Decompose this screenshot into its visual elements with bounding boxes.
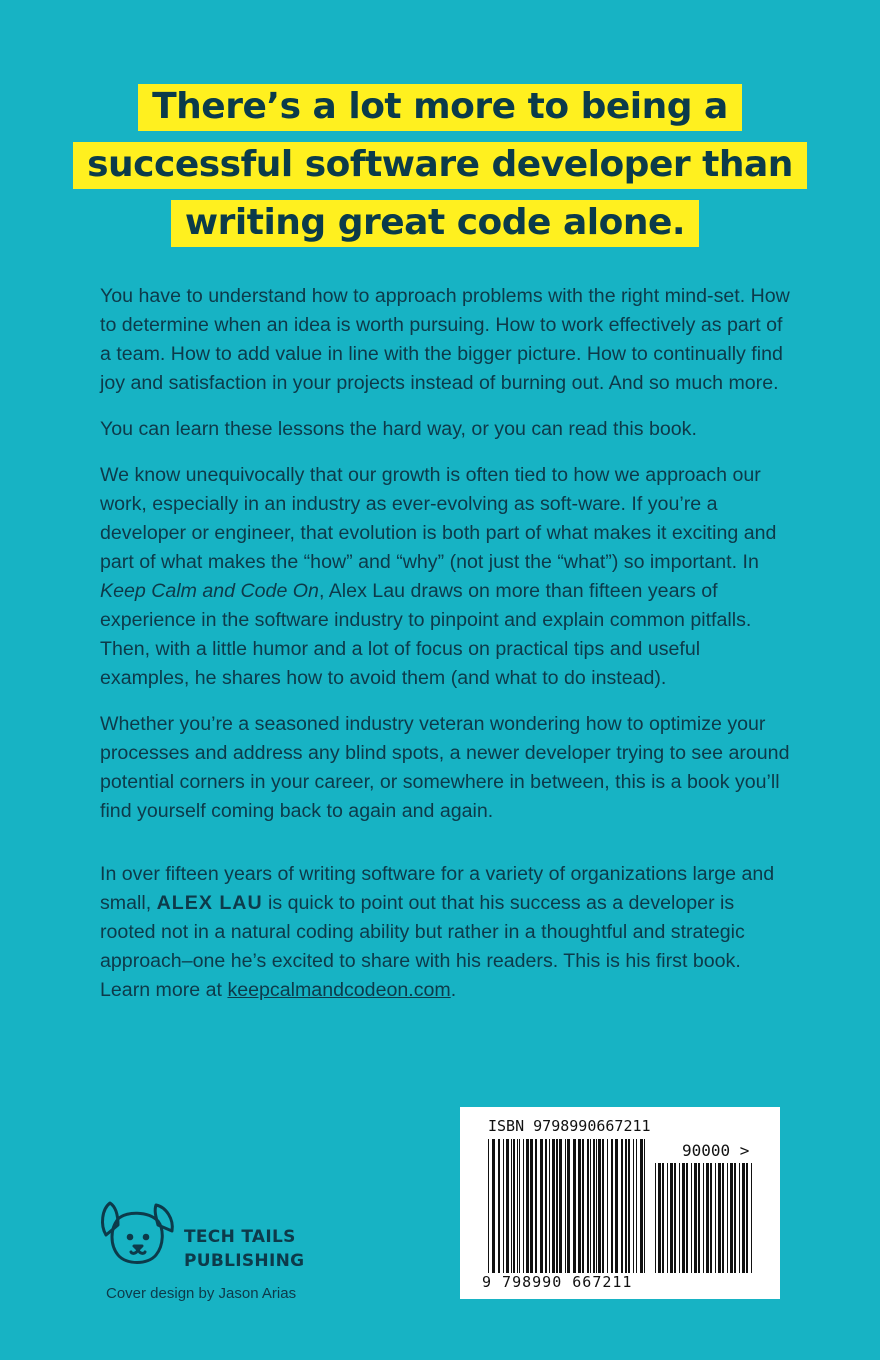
book-title-italic: Keep Calm and Code On <box>100 580 319 602</box>
barcode-bar <box>545 1139 547 1273</box>
barcode-bar <box>682 1163 685 1273</box>
barcode-bar <box>674 1163 676 1273</box>
barcode-bar <box>706 1163 709 1273</box>
author-website-link[interactable]: keepcalmandcodeon.com <box>227 979 451 1001</box>
barcode-bar <box>739 1163 740 1273</box>
barcode-bar <box>607 1139 608 1273</box>
barcode-bar <box>526 1139 529 1273</box>
barcode-bar <box>602 1139 604 1273</box>
barcode-bar <box>587 1139 589 1273</box>
headline <box>0 82 880 256</box>
barcode-bar <box>621 1139 623 1273</box>
cover-design-credit: Cover design by Jason Arias <box>106 1285 297 1302</box>
barcode-bar <box>625 1139 627 1273</box>
book-description <box>100 282 790 1022</box>
description-paragraph-4: Whether you’re a seasoned industry veteran wondering how to optimize your processes and address any blind spots, a newer developer trying to see around potential corners in your career, or somewhere in between, this is a book you’ll find yourself coming back to again and again. <box>100 713 790 822</box>
barcode-bar <box>751 1163 752 1273</box>
barcode-bar <box>498 1139 500 1273</box>
barcode-bar <box>628 1139 630 1273</box>
barcode-bar <box>503 1139 504 1273</box>
barcode-bar <box>727 1163 728 1273</box>
barcode-bar <box>511 1139 512 1273</box>
barcode-bar <box>578 1139 581 1273</box>
barcode-bar <box>670 1163 673 1273</box>
publisher-name-line-2: PUBLISHING <box>184 1251 305 1271</box>
barcode-bar <box>611 1139 613 1273</box>
barcode-bar <box>596 1139 597 1273</box>
barcode-bar <box>691 1163 692 1273</box>
barcode-bar <box>658 1163 661 1273</box>
barcode-bar <box>530 1139 533 1273</box>
barcode-bar <box>662 1163 664 1273</box>
barcode-bars <box>488 1139 648 1273</box>
p3-text-after: , Alex Lau draws on more than fifteen years of experience in the software industry to pinpoint and explain common pitfalls. Then, with a little humor and a lot of focus on practical tips and useful examples, he shares how to avoid them (and what to do instead). <box>100 580 752 689</box>
barcode-bar <box>710 1163 712 1273</box>
p3-text-before: We know unequivocally that our growth is often tied to how we approach our work, especially in an industry as ever-evolving as soft-ware. If you’re a developer or engineer, that evolution is both part of what makes it exciting and part of what makes the “how” and “why” (not just the “what”) so important. In <box>100 464 777 573</box>
author-bio <box>100 860 790 1005</box>
barcode-bar <box>734 1163 736 1273</box>
barcode-bar <box>636 1139 637 1273</box>
barcode-bar <box>567 1139 570 1273</box>
barcode-bar <box>513 1139 515 1273</box>
publisher-name <box>184 1225 384 1273</box>
barcode-bar <box>655 1163 656 1273</box>
bio-end: . <box>450 979 457 1001</box>
barcode-bar <box>679 1163 680 1273</box>
barcode-bar <box>598 1139 601 1273</box>
barcode-bar <box>552 1139 555 1273</box>
barcode-bar <box>582 1139 584 1273</box>
description-paragraph-1: You have to understand how to approach problems with the right mind-set. How to determine when an idea is worth pursuing. How to work effectively as part of a team. How to add value in line with the bigger picture. How to continually find joy and satisfaction in your projects instead of burning out. And so much more. <box>100 285 790 394</box>
barcode-bar <box>565 1139 566 1273</box>
barcode-bar <box>730 1163 733 1273</box>
barcode-bar <box>540 1139 543 1273</box>
barcode-bar <box>686 1163 688 1273</box>
barcode-addon-bars <box>655 1163 755 1273</box>
barcode-bar <box>640 1139 643 1273</box>
description-paragraph-3 <box>100 461 790 693</box>
barcode-bar <box>517 1139 518 1273</box>
author-name: ALEX LAU <box>156 892 263 914</box>
barcode-bar <box>559 1139 562 1273</box>
barcode-bar <box>593 1139 595 1273</box>
publisher-name-line-1: TECH TAILS <box>184 1227 296 1247</box>
barcode-bar <box>549 1139 550 1273</box>
barcode-bar <box>633 1139 634 1273</box>
barcode-bar <box>519 1139 520 1273</box>
barcode-bar <box>715 1163 716 1273</box>
barcode-bar <box>722 1163 724 1273</box>
barcode-bar <box>506 1139 509 1273</box>
barcode-bar <box>556 1139 558 1273</box>
headline-line-2: successful software developer than <box>73 142 807 189</box>
barcode-digits: 9 798990 667211 <box>482 1273 633 1291</box>
isbn-label: ISBN 9798990667211 <box>488 1117 651 1135</box>
barcode-bar <box>718 1163 721 1273</box>
barcode-bar <box>698 1163 700 1273</box>
dog-head-icon <box>96 1195 178 1271</box>
barcode-bar <box>703 1163 704 1273</box>
barcode-bar <box>615 1139 618 1273</box>
bio-text-before: In over fifteen years of writing software for a variety of organizations large and small, <box>100 863 775 914</box>
isbn-barcode <box>460 1107 780 1299</box>
headline-line-3: writing great code alone. <box>171 200 699 247</box>
barcode-bar <box>667 1163 668 1273</box>
barcode-bar <box>644 1139 645 1273</box>
barcode-bar <box>492 1139 495 1273</box>
barcode-bar <box>694 1163 697 1273</box>
bio-text-after: is quick to point out that his success as a developer is rooted not in a natural coding ability but rather in a thoughtful and strategic approach–one he’s excited to share with his readers. This is his first book. Learn more at <box>100 892 745 1001</box>
barcode-bar <box>488 1139 489 1273</box>
barcode-bar <box>590 1139 591 1273</box>
description-paragraph-2: You can learn these lessons the hard way, or you can read this book. <box>100 418 697 440</box>
barcode-addon-digits: 90000 > <box>682 1141 750 1160</box>
barcode-bar <box>746 1163 748 1273</box>
barcode-bar <box>535 1139 537 1273</box>
headline-line-1: There’s a lot more to being a <box>138 84 742 131</box>
barcode-bar <box>523 1139 524 1273</box>
barcode-bar <box>742 1163 745 1273</box>
barcode-bar <box>573 1139 576 1273</box>
